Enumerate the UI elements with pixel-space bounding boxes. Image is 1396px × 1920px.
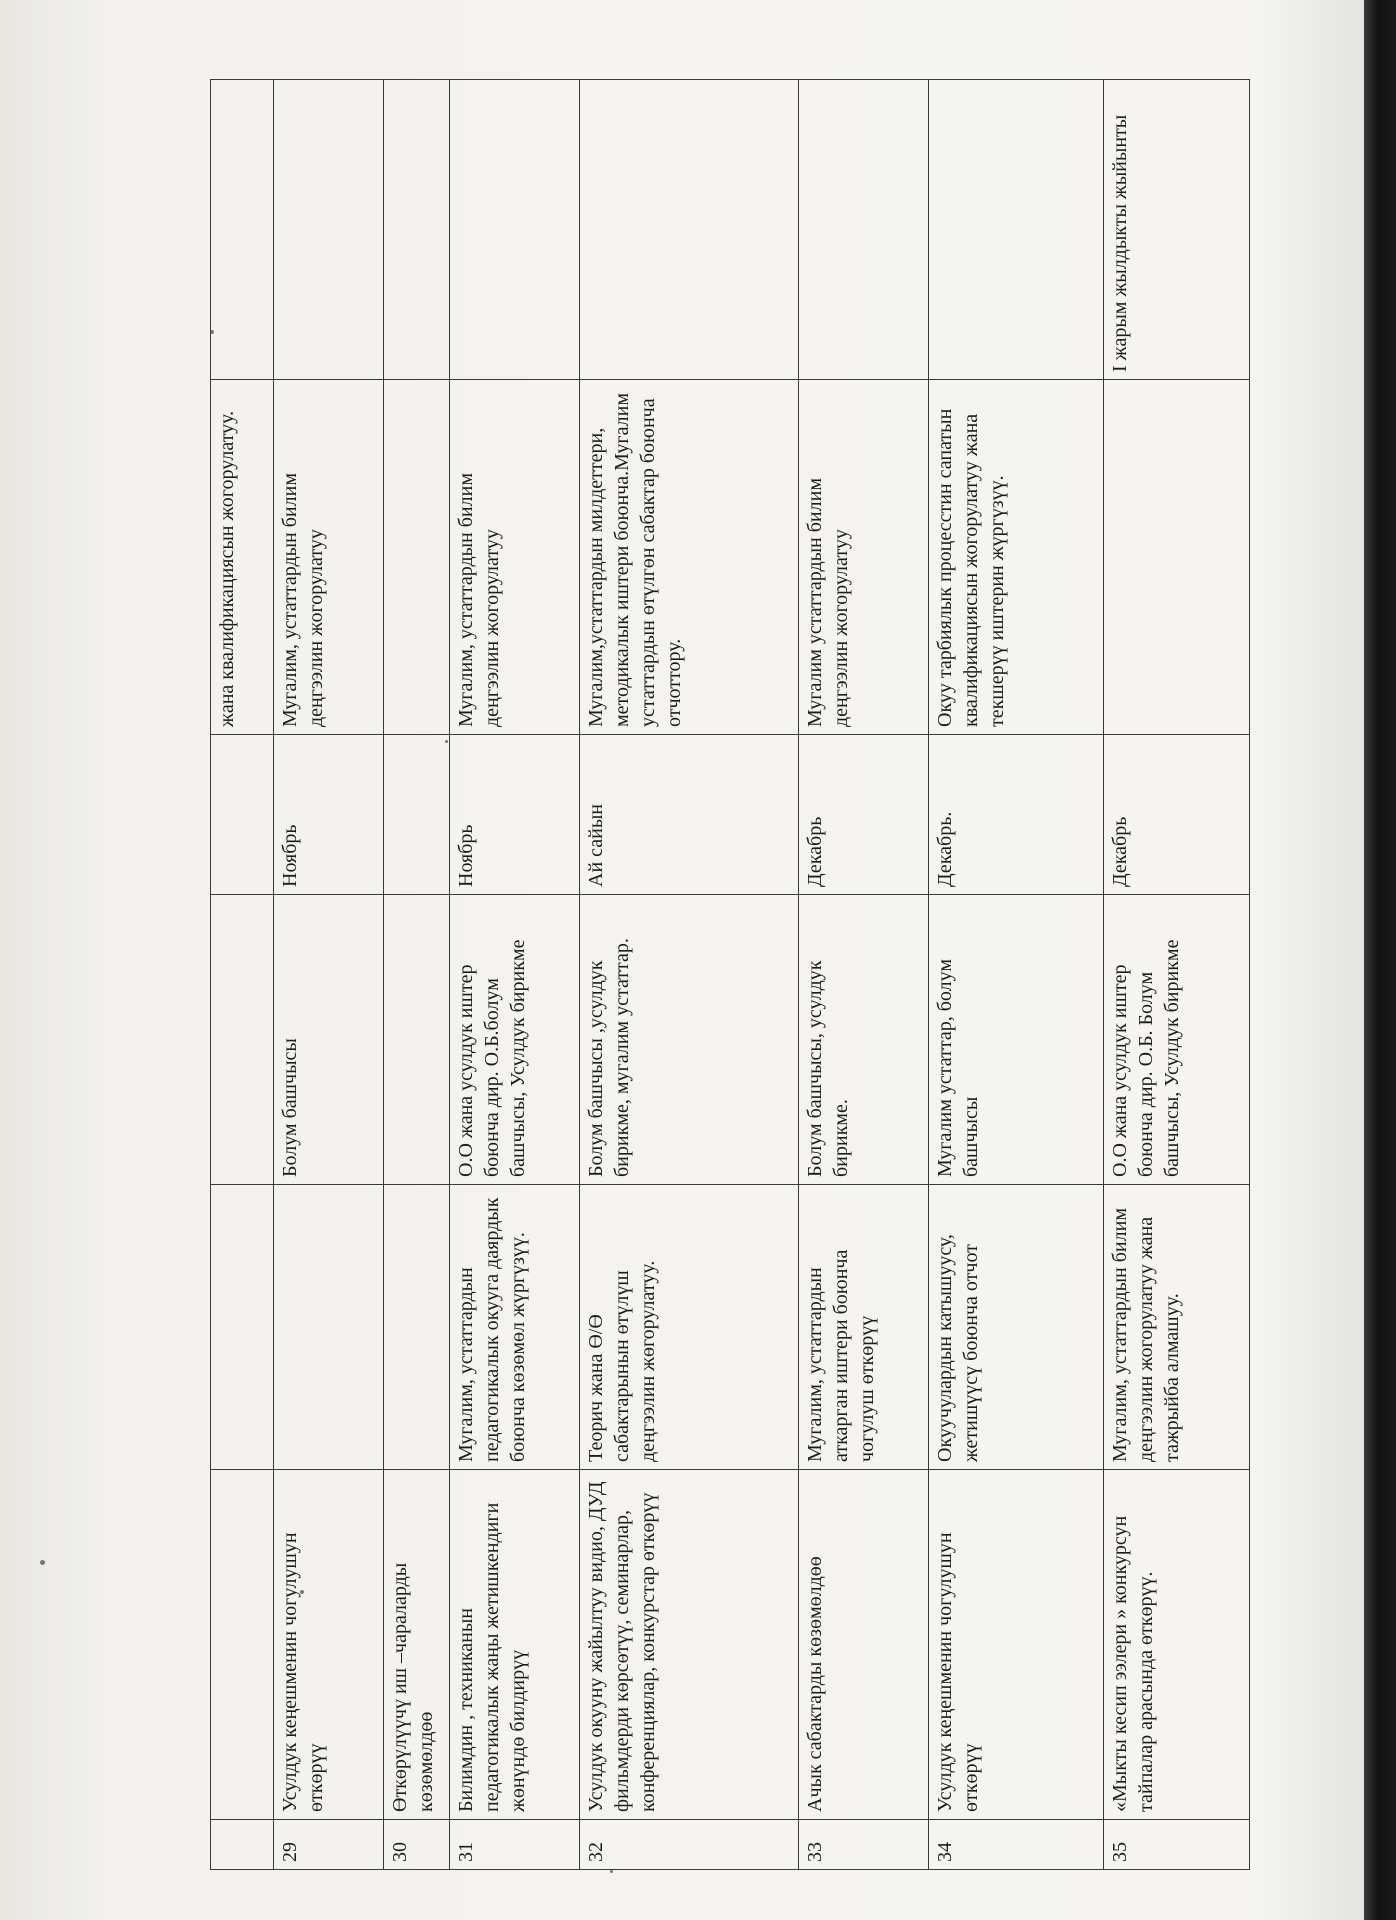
responsible-cell: О.О жана усулдук иштер боюнча дир. О.Б.болум башчысы, Усулдук бирикме xyxy=(449,895,579,1185)
note-cell xyxy=(449,80,579,380)
row-number: 31 xyxy=(449,1820,579,1870)
responsible-cell xyxy=(383,895,449,1185)
work-plan-table xyxy=(210,79,1250,1870)
table-row xyxy=(383,80,449,1870)
table-row xyxy=(273,80,383,1870)
event-cell: Усулдук кеңешменин чогулушун өткөрүү xyxy=(273,1470,383,1820)
note-cell xyxy=(799,80,929,380)
note-cell xyxy=(273,80,383,380)
row-number: 29 xyxy=(273,1820,383,1870)
responsible-cell: Болум башчысы ,усулдук бирикме, мугалим устаттар. xyxy=(579,895,799,1185)
table-row xyxy=(579,80,799,1870)
term-cell xyxy=(383,735,449,895)
note-cell: I жарым жылдыкты жыйынты xyxy=(1104,80,1250,380)
row-number: 33 xyxy=(799,1820,929,1870)
table-row xyxy=(1104,80,1250,1870)
content-cell: Теорич жана Ө/Ө сабактарынын өтүлүш деңгээлин жөгорулатуу. xyxy=(579,1185,799,1470)
table-row xyxy=(449,80,579,1870)
note-cell xyxy=(579,80,799,380)
table-row xyxy=(211,80,274,1870)
event-cell: Өткөрүлүүчү иш –чараларды көзөмөлдөө xyxy=(383,1470,449,1820)
event-cell: «Мыкты кесип ээлери » конкурсун тайпалар арасында өткөрүү. xyxy=(1104,1470,1250,1820)
row-number: 34 xyxy=(929,1820,1104,1870)
responsible-cell: Болум башчысы, усулдук бирикме. xyxy=(799,895,929,1185)
content-cell xyxy=(211,1185,274,1470)
result-cell: жана квалификациясын жогорулатуу. xyxy=(211,380,274,735)
term-cell: Декабрь xyxy=(1104,735,1250,895)
event-cell: Ачык сабактарды көзөмөлдөө xyxy=(799,1470,929,1820)
row-number xyxy=(211,1820,274,1870)
row-number: 35 xyxy=(1104,1820,1250,1870)
event-cell: Усулдук окууну жайылтуу видио, ДУД фильмдерди көрсөтүү, семинарлар, конференциялар, конкурстар өткөрүү xyxy=(579,1470,799,1820)
note-cell xyxy=(383,80,449,380)
content-cell: Мугалим, устаттардын аткарган иштери боюнча чогулуш өткөрүү xyxy=(799,1185,929,1470)
term-cell: Декабрь xyxy=(799,735,929,895)
content-cell xyxy=(273,1185,383,1470)
result-cell xyxy=(383,380,449,735)
note-cell xyxy=(211,80,274,380)
term-cell: Ноябрь xyxy=(273,735,383,895)
event-cell: Билимдин , техниканын педагогикалык жаңы жетишкендиги жөнүндө билдирүү xyxy=(449,1470,579,1820)
term-cell xyxy=(211,735,274,895)
result-cell: Окуу тарбиялык процесстин сапатын квалификациясын жогорулатуу жана текшерүү иштерин жүргүзүү. xyxy=(929,380,1104,735)
result-cell: Мугалим, устаттардын билим деңгээлин жогорулатуу xyxy=(273,380,383,735)
content-cell: Мугалим, устаттардын педагогикалык окууга даярдык боюнча көзөмөл жүргүзүү. xyxy=(449,1185,579,1470)
responsible-cell xyxy=(211,895,274,1185)
result-cell: Мугалим,устаттардын милдеттери, методикалык иштери боюнча.Мугалим устаттардын өтүлгөн сабактар боюнча отчоттору. xyxy=(579,380,799,735)
table-row xyxy=(799,80,929,1870)
responsible-cell: О.О жана усулдук иштер боюнча дир. О.Б. Болум башчысы, Усулдук бирикме xyxy=(1104,895,1250,1185)
content-cell: Мугалим, устаттардын билим деңгээлин жогорулатуу жана тажрыйба алмашуу. xyxy=(1104,1185,1250,1470)
term-cell: Ай сайын xyxy=(579,735,799,895)
note-cell xyxy=(929,80,1104,380)
result-cell xyxy=(1104,380,1250,735)
event-cell: Усулдук кеңешменин чогулушун өткөрүү xyxy=(929,1470,1104,1820)
result-cell: Мугалим устаттардын билим деңгээлин жогорулатуу xyxy=(799,380,929,735)
responsible-cell: Болум башчысы xyxy=(273,895,383,1185)
table-row xyxy=(929,80,1104,1870)
row-number: 32 xyxy=(579,1820,799,1870)
row-number: 30 xyxy=(383,1820,449,1870)
content-cell: Окуучулардын катышуусу, жетишүүсү боюнча отчот xyxy=(929,1185,1104,1470)
responsible-cell: Мугалим устаттар, болум башчысы xyxy=(929,895,1104,1185)
content-cell xyxy=(383,1185,449,1470)
term-cell: Декабрь. xyxy=(929,735,1104,895)
result-cell: Мугалим, устаттардын билим деңгээлин жогорулатуу xyxy=(449,380,579,735)
term-cell: Ноябрь xyxy=(449,735,579,895)
event-cell xyxy=(211,1470,274,1820)
